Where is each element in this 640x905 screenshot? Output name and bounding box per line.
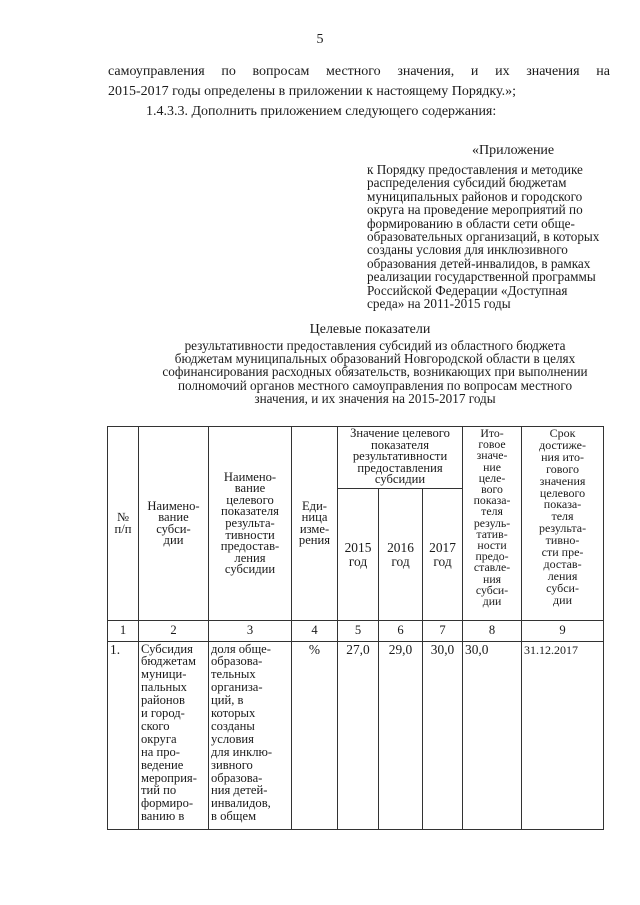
- appendix-line: Российской Федерации «Доступная: [367, 282, 568, 298]
- header-final-value: Ито- говое значе- ние целе- вого показа- теля резуль- татив- ности предо- ставле- ния субси- дии: [463, 427, 522, 621]
- table-row: [108, 641, 604, 829]
- appendix-line: округа на проведение мероприятий по: [367, 202, 583, 218]
- subheading-line: софинансирования расходных обязательств, возникающих при выполнении: [162, 364, 588, 380]
- row-unit: %: [292, 641, 338, 829]
- header-year-2017: 2017 год: [423, 489, 463, 621]
- subheading-line: полномочий органов местного самоуправления по вопросам местного: [177, 377, 573, 393]
- intro-line-3: 1.4.3.3. Дополнить приложением следующего содержания:: [146, 104, 497, 119]
- document-heading: Целевые показатели: [309, 322, 431, 337]
- header-target-value-group: Значение целевого показателя результативности предоставления субсидии: [338, 427, 463, 489]
- appendix-line: муниципальных районов и городского: [367, 188, 583, 204]
- header-num: № п/п: [108, 427, 139, 621]
- header-subsidy-name: Наимено- вание субси- дии: [139, 427, 209, 621]
- row-indicator: доля обще- образова- тельных организа- ций, в которых созданы условия для инклю- зивного образова- ния детей- инвалидов, в общем: [209, 641, 292, 829]
- appendix-text: [367, 163, 617, 310]
- column-number: 1: [108, 621, 139, 641]
- header-unit: Еди- ница изме- рения: [292, 427, 338, 621]
- row-num: 1.: [108, 641, 139, 829]
- header-year-2015: 2015 год: [338, 489, 379, 621]
- target-indicators-table: [107, 426, 604, 830]
- intro-line-2: 2015-2017 годы определены в приложении к настоящему Порядку.»;: [108, 84, 516, 99]
- column-number: 7: [423, 621, 463, 641]
- appendix-line: среда» на 2011-2015 годы: [367, 296, 511, 312]
- row-final-value: 30,0: [463, 641, 522, 829]
- row-deadline: 31.12.2017: [522, 641, 604, 829]
- header-indicator-name: Наимено- вание целевого показателя результа- тивности предостав- ления субсидии: [209, 427, 292, 621]
- row-subsidy: Субсидия бюджетам муници- пальных районов и город- ского округа на про- ведение мероприя- тий по формиро- ванию в: [139, 641, 209, 829]
- appendix-line: образования детей-инвалидов, в рамках: [367, 255, 591, 271]
- row-value-2016: 29,0: [379, 641, 423, 829]
- appendix-title: «Приложение: [472, 143, 555, 158]
- column-number: 6: [379, 621, 423, 641]
- header-deadline: Срок достиже- ния ито- гового значения целевого показа- теля результа- тивно- сти пре- достав- ления субси- дии: [522, 427, 604, 621]
- page-number: 5: [316, 32, 324, 47]
- appendix-line: формированию в области сети обще-: [367, 215, 575, 231]
- intro-line-1: самоуправления по вопросам местного значения, и их значения на: [108, 64, 610, 79]
- column-number: 2: [139, 621, 209, 641]
- subheading-line: результативности предоставления субсидий из областного бюджета: [184, 338, 566, 353]
- appendix-line: созданы условия для инклюзивного: [367, 242, 568, 258]
- column-number: 3: [209, 621, 292, 641]
- header-year-2016: 2016 год: [379, 489, 423, 621]
- subheading-line: бюджетам муниципальных образований Новгородской области в целях: [174, 351, 576, 367]
- column-number: 9: [522, 621, 604, 641]
- column-number: 4: [292, 621, 338, 641]
- column-number: 5: [338, 621, 379, 641]
- appendix-line: к Порядку предоставления и методике: [367, 162, 583, 177]
- row-value-2017: 30,0: [423, 641, 463, 829]
- appendix-line: распределения субсидий бюджетам: [367, 175, 567, 191]
- appendix-line: реализации государственной программы: [367, 269, 596, 285]
- subheading-line: значения, и их значения на 2015-2017 годы: [254, 390, 496, 406]
- row-value-2015: 27,0: [338, 641, 379, 829]
- column-number: 8: [463, 621, 522, 641]
- appendix-line: образовательных организаций, в которых: [367, 229, 600, 245]
- document-subheading: [120, 339, 630, 405]
